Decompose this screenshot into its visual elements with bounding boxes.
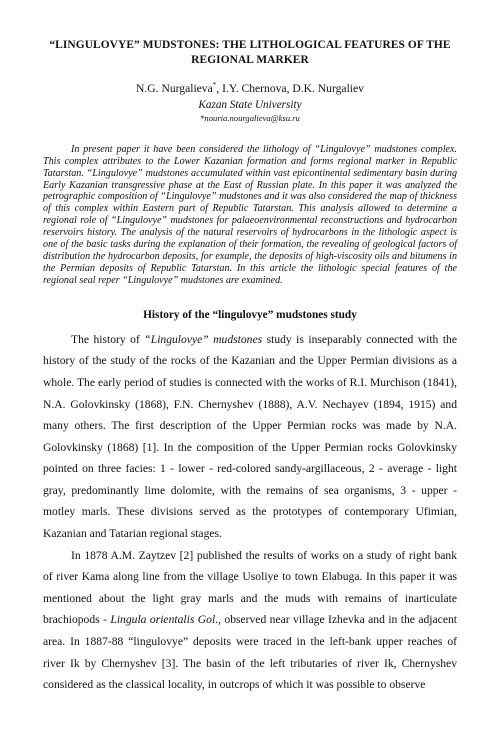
corresponding-author-marker: * [212, 81, 217, 89]
author-line [43, 81, 457, 95]
text-run: The history of [71, 332, 145, 346]
species-name: Lingula orientalis Gol [110, 613, 216, 627]
other-authors: , I.Y. Chernova, D.K. Nurgaliev [216, 81, 364, 95]
text-run: In 1878 A.M. Zaytzev [2] published the results of works on a study of right bank of river Kama along line from the village Usoliye to town Elabuga. In this paper it was mentioned about the light gray marls and the muds with remains of inarticulate brachiopods - [43, 548, 457, 627]
affiliation: Kazan State University [198, 98, 302, 111]
body-paragraph [43, 329, 457, 545]
section-heading: History of the “lingulovye” mudstones study [143, 308, 357, 321]
italic-term: “Lingulovye” mudstones [144, 332, 263, 346]
text-run: ., observed near village Izhevka and in the adjacent area. In 1887-88 “lingulovye” deposits were traced in the left-bank upper reaches of river Ik by Chernyshev [3]. The basin of the left tributaries of river Ik, Chernyshev considered as the classical locality, in outcrops of which it was possible to observe [43, 613, 457, 692]
section-body [43, 329, 457, 696]
abstract: In present paper it have been considered the lithology of “Lingulovye” mudstones complex. This complex attributes to the Lower Kazanian formation and forms regional marker in Republic Tatarstan. “Lingulovye” mudstones accumulated within vast epicontinental sedimentary basin during Early Kazanian transgressive phase at the East of Russian plate. In this paper it was analyzed the petrographic composition of “Lingulovye” mudstones and it was also considered the map of thickness of this complex within Eastern part of Republic Tatarstan. This analysis allowed to determine a regional role of “Lingulovye” mudstones for palaeoenvironmental reconstructions and hydrocarbon reservoirs history. The analysis of the natural reservoirs of hydrocarbons in the lithologic aspect is one of the basic tasks during the explanation of their formation, the revealing of geological factors of distribution the hydrocarbon deposits, for example, the deposits of high-viscosity oils and bitumens in the Permian deposits of Republic Tatarstan. In this article the lithologic special features of the regional seal reper “Lingulovye” mudstones are examined. [43, 143, 457, 286]
paper-title: “LINGULOVYE” MUDSTONES: THE LITHOLOGICAL FEATURES OF THE REGIONAL MARKER [49, 39, 451, 66]
first-author: N.G. Nurgalieva [136, 81, 213, 95]
body-paragraph [43, 545, 457, 696]
text-run: study is inseparably connected with the history of the study of the rocks of the Kazanian and the Upper Permian divisions as a whole. The early period of studies is connected with the works of R.I. Murchison (1841), N.A. Golovkinsky (1868), F.N. Chernyshev (1888), A.V. Nechayev (1894, 1915) and many others. The first description of the Upper Permian rocks was made by N.A. Golovkinsky (1868) [1]. In the composition of the Upper Permian rocks Golovkinsky pointed on three facies: 1 - lower - red-colored sandy-argillaceous, 2 - average - light gray, predominantly lime dolomite, with the remains of sea organisms, 3 - upper - motley marls. These divisions served as the prototypes of contemporary Ufimian, Kazanian and Tatarian regional stages. [43, 332, 457, 541]
author-email: *nouria.nourgalieva@ksu.ru [200, 112, 300, 123]
